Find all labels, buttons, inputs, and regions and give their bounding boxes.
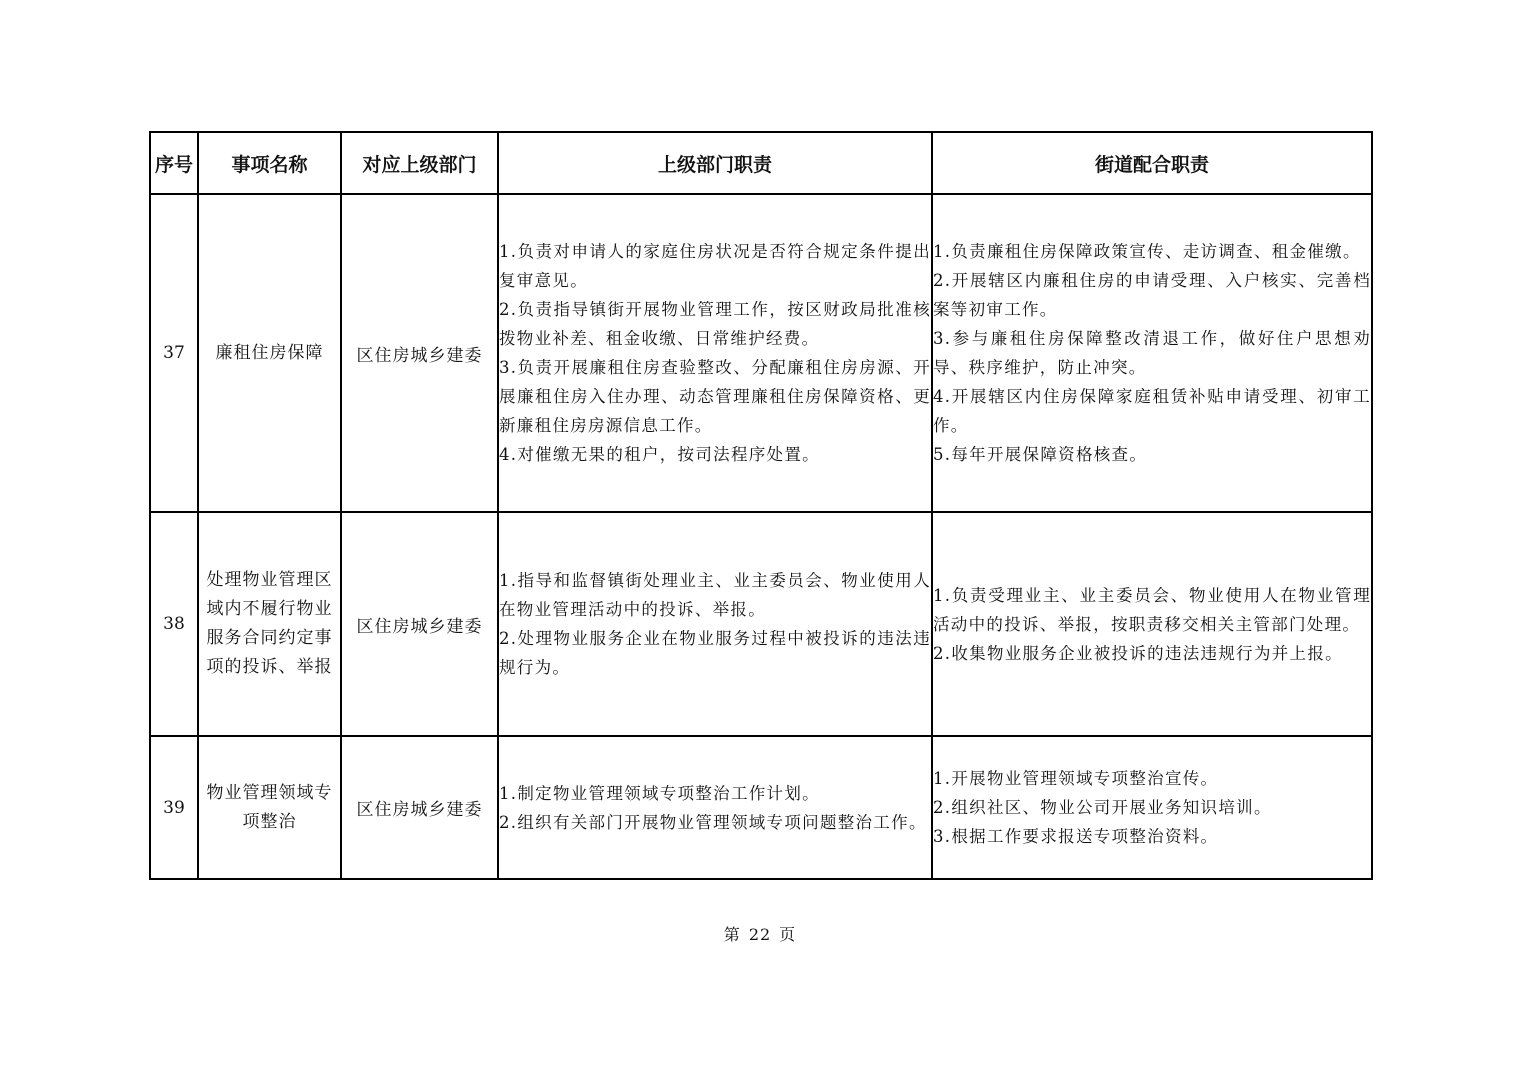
item-name: 物业管理领域专项整治: [198, 736, 341, 879]
page-footer: [0, 922, 1520, 945]
duty-item: 3.参与廉租住房保障整改清退工作，做好住户思想劝导、秩序维护，防止冲突。: [933, 329, 1371, 377]
duty-item: 5.每年开展保障资格核查。: [933, 445, 1148, 464]
duty-item: 4.开展辖区内住房保障家庭租赁补贴申请受理、初审工作。: [933, 387, 1371, 435]
duty-item: 2.处理物业服务企业在物业服务过程中被投诉的违法违规行为。: [499, 629, 931, 677]
header-upper-duties: 上级部门职责: [498, 132, 932, 194]
duty-item: 1.负责对申请人的家庭住房状况是否符合规定条件提出复审意见。: [499, 242, 931, 290]
upper-duties: [498, 736, 932, 879]
page-prefix: 第: [723, 925, 741, 944]
row-number: 39: [150, 736, 198, 879]
duty-table: [149, 131, 1373, 880]
header-name: 事项名称: [198, 132, 341, 194]
duty-item: 3.负责开展廉租住房查验整改、分配廉租住房房源、开展廉租住房入住办理、动态管理廉租住房保障资格、更新廉租住房房源信息工作。: [499, 358, 931, 435]
item-name: 廉租住房保障: [198, 194, 341, 512]
header-street-duties: 街道配合职责: [932, 132, 1372, 194]
upper-department: 区住房城乡建委: [341, 736, 498, 879]
duty-item: 1.制定物业管理领域专项整治工作计划。: [499, 783, 820, 803]
duty-item: 1.负责廉租住房保障政策宣传、走访调查、租金催缴。: [933, 242, 1361, 261]
upper-duties: [498, 194, 932, 512]
upper-department: 区住房城乡建委: [341, 194, 498, 512]
header-no: 序号: [150, 132, 198, 194]
street-duties: [932, 194, 1372, 512]
street-duties: [932, 512, 1372, 736]
duty-item: 2.组织有关部门开展物业管理领域专项问题整治工作。: [499, 812, 927, 832]
table-header-row: [150, 132, 1372, 194]
duty-item: 1.指导和监督镇街处理业主、业主委员会、物业使用人在物业管理活动中的投诉、举报。: [499, 571, 931, 619]
table-row: [150, 736, 1372, 879]
duty-item: 1.开展物业管理领域专项整治宣传。: [933, 769, 1219, 788]
duty-item: 1.负责受理业主、业主委员会、物业使用人在物业管理活动中的投诉、举报，按职责移交相关主管部门处理。: [933, 585, 1371, 634]
duty-item: 2.组织社区、物业公司开展业务知识培训。: [933, 798, 1272, 817]
row-number: 38: [150, 512, 198, 736]
street-duties: [932, 736, 1372, 879]
duty-item: 2.收集物业服务企业被投诉的违法违规行为并上报。: [933, 643, 1343, 663]
header-dept: 对应上级部门: [341, 132, 498, 194]
duty-item: 4.对催缴无果的租户，按司法程序处置。: [499, 445, 820, 464]
duty-item: 2.负责指导镇街开展物业管理工作，按区财政局批准核拨物业补差、租金收缴、日常维护经费。: [499, 300, 931, 348]
page-number: 22: [748, 925, 772, 944]
duty-item: 3.根据工作要求报送专项整治资料。: [933, 827, 1219, 846]
page-suffix: 页: [779, 925, 797, 944]
upper-department: 区住房城乡建委: [341, 512, 498, 736]
row-number: 37: [150, 194, 198, 512]
upper-duties: [498, 512, 932, 736]
item-name: 处理物业管理区域内不履行物业服务合同约定事项的投诉、举报: [198, 512, 341, 736]
table-row: [150, 194, 1372, 512]
duty-item: 2.开展辖区内廉租住房的申请受理、入户核实、完善档案等初审工作。: [933, 271, 1371, 319]
table-row: [150, 512, 1372, 736]
